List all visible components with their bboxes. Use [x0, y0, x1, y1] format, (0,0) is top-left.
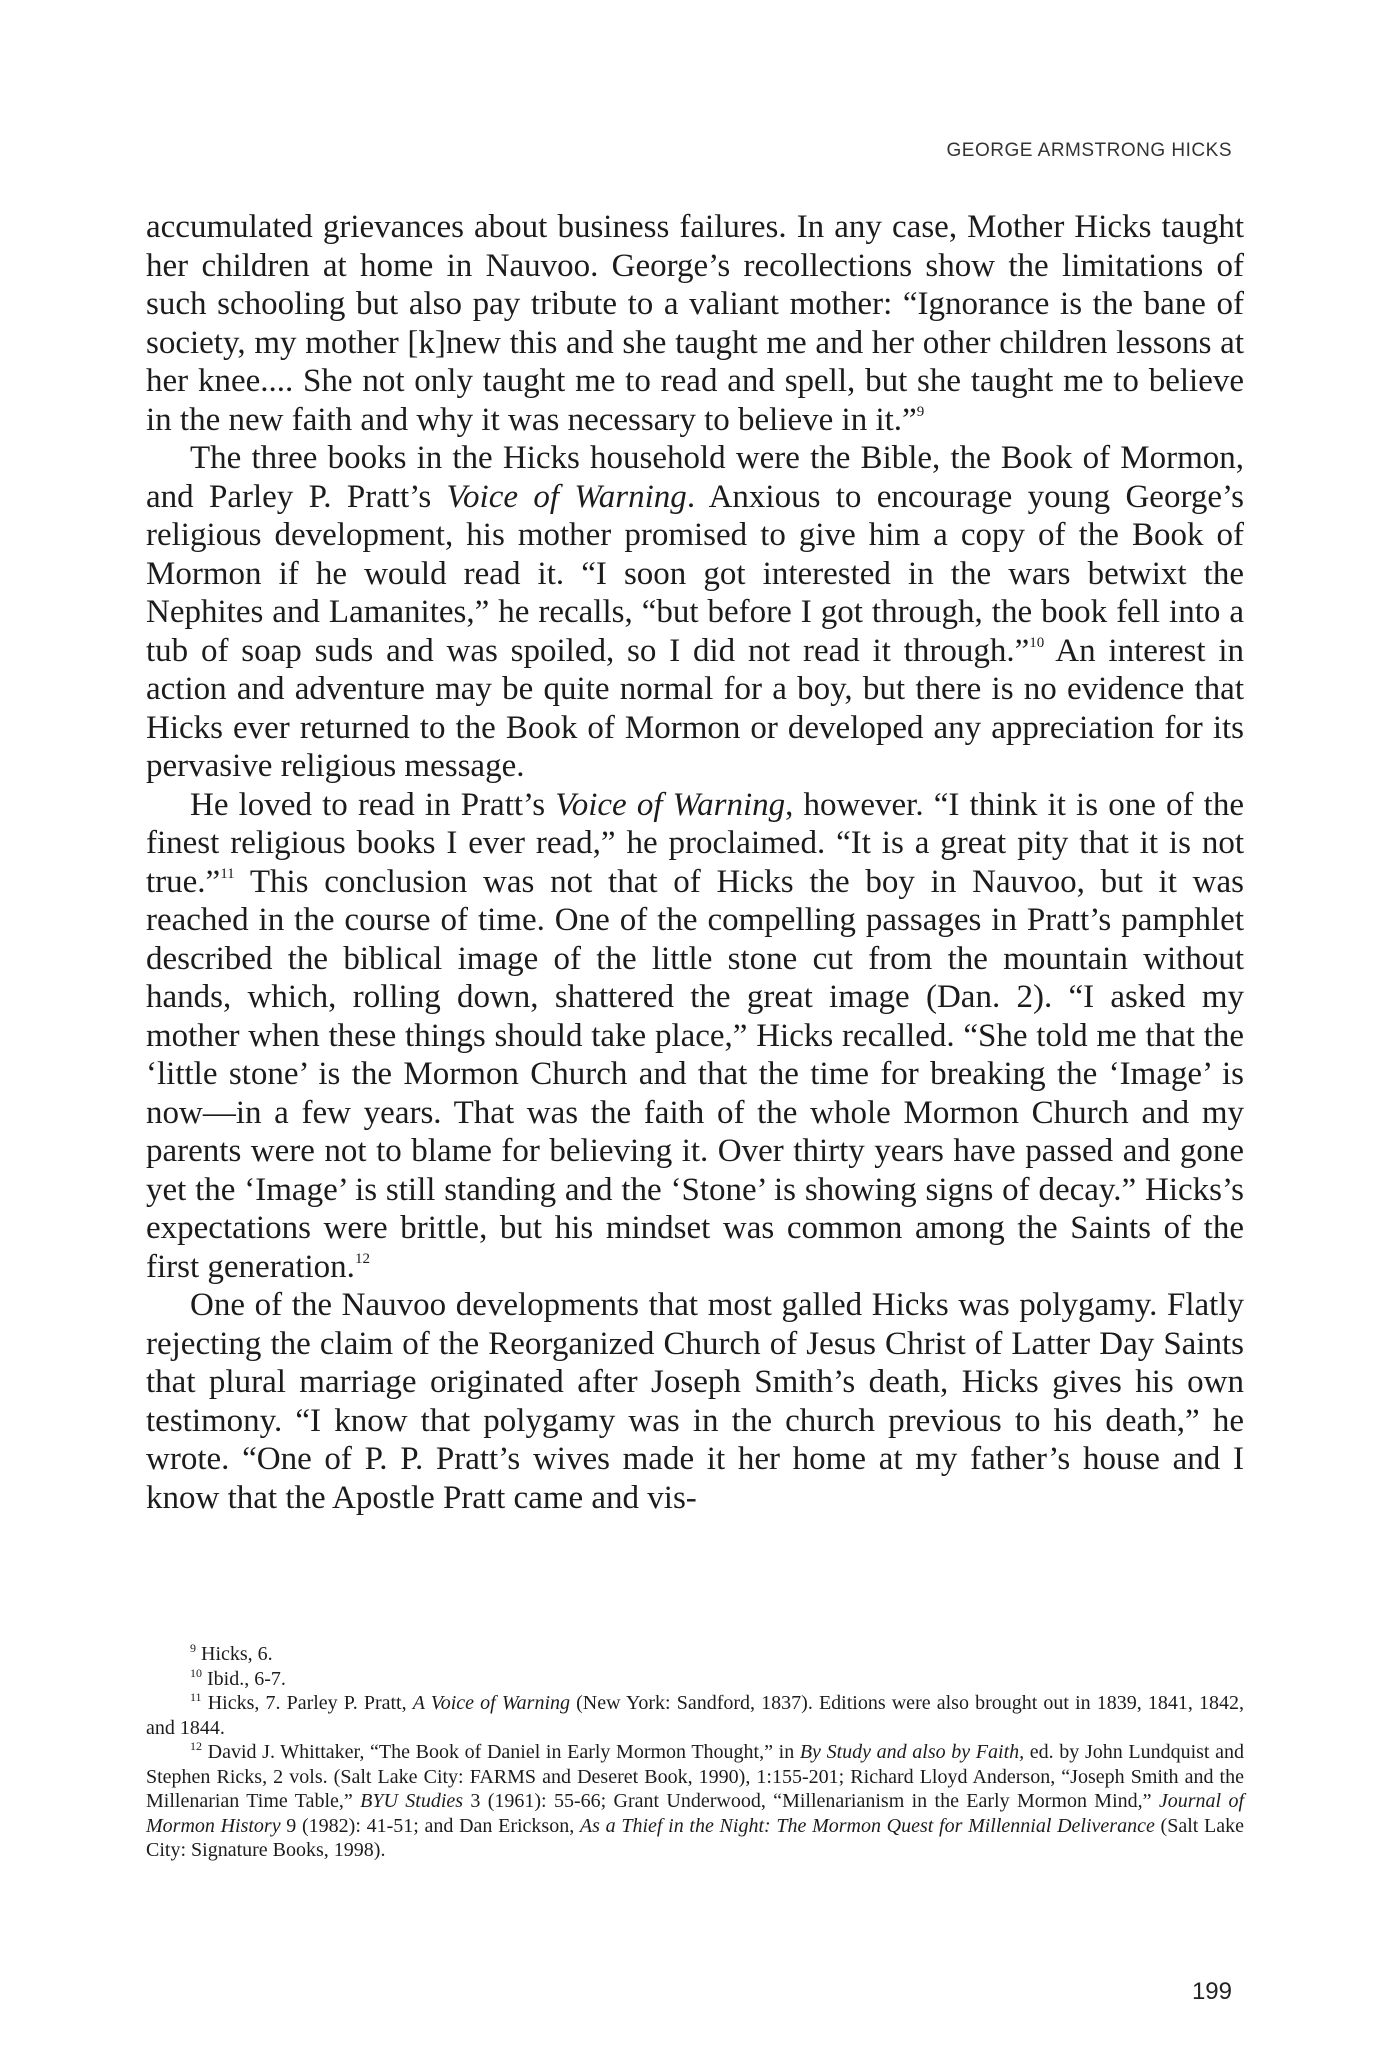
footnote-text: Ibid., 6-7.: [207, 1667, 286, 1690]
paragraph-3-text-c: This conclusion was not that of Hicks the boy in Nauvoo, but it was reached in the course of time. One of the compelling passages in Pratt’s pamphlet described the biblical image of the little stone cut from the mountain without hands, which, rolling down, shattered the great image (Dan. 2). “I asked my mother when these things should take place,” Hicks recalled. “She told me that the ‘little stone’ is the Mormon Church and that the time for breaking the ‘Image’ is now—in a few years. That was the faith of the whole Mormon Church and my parents were not to blame for believing it. Over thirty years have passed and gone yet the ‘Image’ is still standing and the ‘Stone’ is showing signs of decay.” Hicks’s expectations were brittle, but his mindset was common among the Saints of the first generation.: [146, 863, 1244, 1285]
paragraph-2-text-a: The three books in the Hicks household were the Bible, the Book of Mormon, and Parley P. Pratt’s: [146, 440, 1244, 515]
footnote-text: Hicks, 7. Parley P. Pratt,: [207, 1692, 413, 1714]
footnote-italic: BYU Studies: [360, 1790, 464, 1812]
page-number: 199: [1191, 1978, 1232, 2005]
paragraph-3-text-a: He loved to read in Pratt’s: [190, 786, 556, 823]
note-ref-11: 11: [220, 865, 235, 882]
footnote-text: (New York: Sandford, 1837). Editions were also brought out in 1839, 1841, 1842, and 1844.: [146, 1692, 1245, 1739]
footnote-italic: By Study and also by Faith,: [799, 1741, 1025, 1763]
running-head: GEORGE ARMSTRONG HICKS: [946, 140, 1232, 161]
footnote-number: 12: [190, 1739, 202, 1753]
footnote-10: [146, 1667, 1244, 1692]
footnotes: [146, 1642, 1244, 1863]
note-ref-9: 9: [916, 403, 925, 420]
footnote-text: Hicks, 6.: [201, 1643, 273, 1665]
footnote-number: 9: [190, 1641, 196, 1655]
paragraph-4: [146, 1286, 1244, 1517]
footnote-12: [146, 1740, 1244, 1863]
book-title-italic: Voice of Warning: [446, 478, 687, 515]
paragraph-1-text: accumulated grievances about business failures. In any case, Mother Hicks taught her children at home in Nauvoo. George’s recollections show the limitations of such schooling but also pay tribute to a valiant mother: “Ignorance is the bane of society, my mother [k]new this and she taught me and her other children lessons at her knee.... She not only taught me to read and spell, but she taught me to believe in the new faith and why it was necessary to believe in it.”: [146, 209, 1244, 438]
footnote-text: 9 (1982): 41-51; and Dan Erickson,: [280, 1814, 580, 1837]
body-text: [146, 208, 1244, 1517]
footnote-text: (Salt Lake City: Signature Books, 1998).: [146, 1814, 1244, 1861]
paragraph-1: [146, 208, 1244, 439]
footnote-number: 11: [190, 1690, 202, 1704]
footnote-text: 3 (1961): 55-66; Grant Underwood, “Millenarianism in the Early Mormon Mind,”: [463, 1790, 1159, 1812]
paragraph-4-text: One of the Nauvoo developments that most galled Hicks was polygamy. Flatly rejecting the claim of the Reorganized Church of Jesus Christ of Latter Day Saints that plural marriage originated after Joseph Smith’s death, Hicks gives his own testimony. “I know that polygamy was in the church previous to his death,” he wrote. “One of P. P. Pratt’s wives made it her home at my father’s house and I know that the Apostle Pratt came and vis-: [146, 1287, 1244, 1516]
footnote-italic: Journal of Mormon History: [146, 1790, 1244, 1837]
footnote-11: [146, 1691, 1244, 1740]
paragraph-2-text-b: . Anxious to encourage young George’s religious development, his mother promised to give him a copy of the Book of Mormon if he would read it. “I soon got interested in the wars betwixt the Nephites and Lamanites,” he recalls, “but before I got through, the book fell into a tub of soap suds and was spoiled, so I did not read it through.”: [146, 478, 1244, 669]
paragraph-3-text-b: , however. “I think it is one of the finest religious books I ever read,” he proclaimed. “It is a great pity that it is not true.”: [146, 786, 1244, 900]
footnote-number: 10: [190, 1665, 202, 1680]
footnote-italic: As a Thief in the Night: The Mormon Quest for Millennial Deliverance: [579, 1814, 1155, 1837]
footnote-text: David J. Whittaker, “The Book of Daniel in Early Mormon Thought,” in: [207, 1741, 800, 1763]
footnote-9: [146, 1642, 1244, 1667]
note-ref-10: 10: [1029, 634, 1045, 651]
book-title-italic: Voice of Warning: [555, 786, 786, 823]
paragraph-2-text-c: An interest in action and adventure may be quite normal for a boy, but there is no evidence that Hicks ever returned to the Book of Mormon or developed any appreciation for its pervasive religious message.: [146, 632, 1245, 784]
footnote-text: ed. by John Lundquist and Stephen Ricks, 2 vols. (Salt Lake City: FARMS and Deseret Book, 1990), 1:155-201; Richard Lloyd Anderson, “Joseph Smith and the Millenarian Time Table,”: [146, 1741, 1245, 1812]
paragraph-2: [146, 439, 1244, 786]
note-ref-12: 12: [354, 1250, 370, 1267]
paragraph-3: [146, 786, 1244, 1287]
footnote-italic: A Voice of Warning: [412, 1692, 571, 1714]
